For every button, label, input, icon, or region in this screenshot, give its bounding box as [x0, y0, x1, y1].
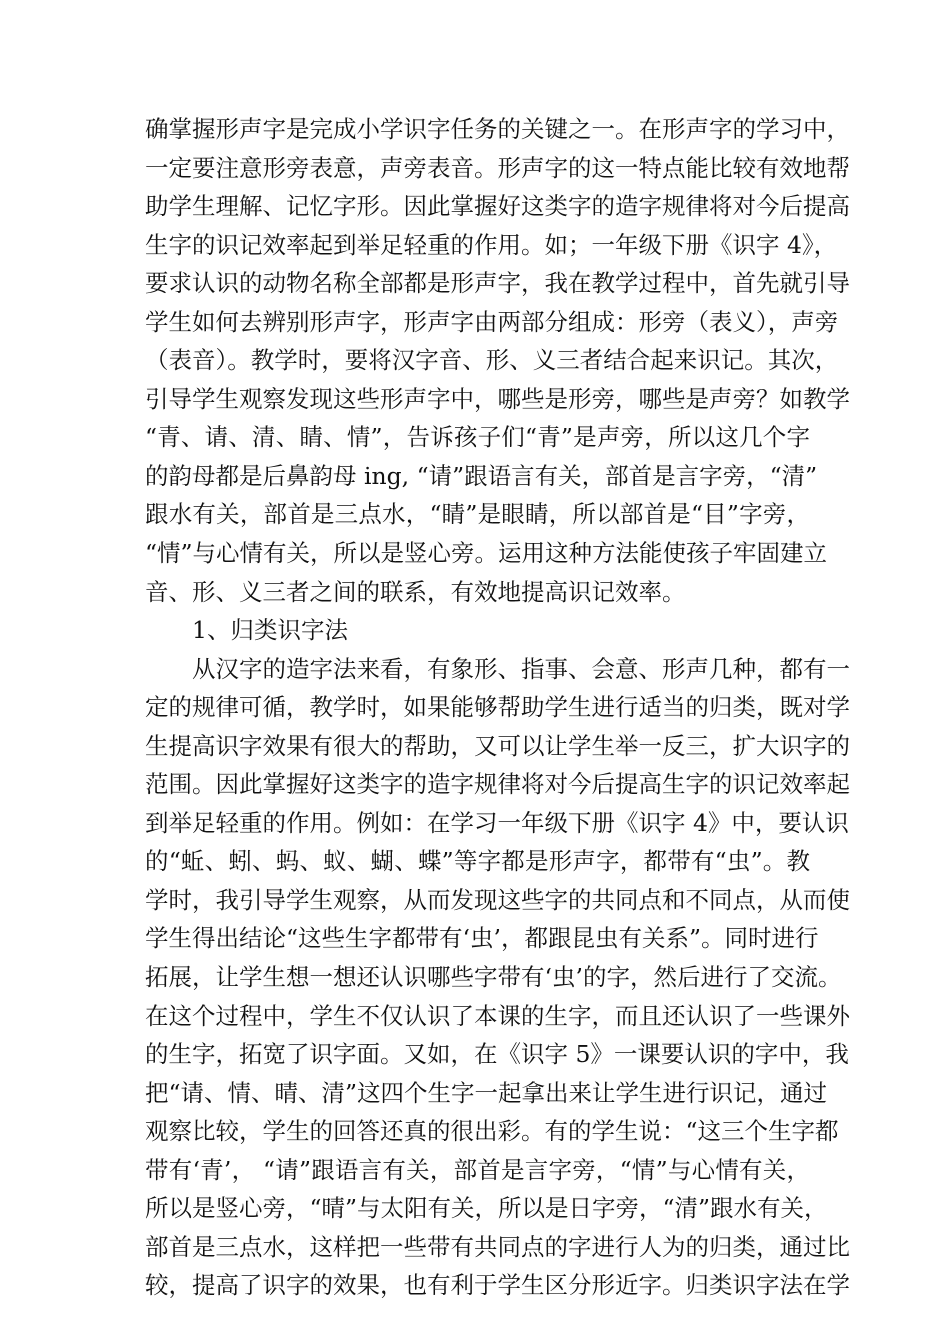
text-line: 范围。因此掌握好这类字的造字规律将对今后提高生字的识记效率起 — [145, 770, 850, 799]
text-line: 部首是三点水，这样把一些带有共同点的字进行人为的归类，通过比 — [145, 1232, 850, 1261]
text-line: 助学生理解、记忆字形。因此掌握好这类字的造字规律将对今后提高 — [145, 192, 850, 221]
text-line: 把“请、情、晴、清”这四个生字一起拿出来让学生进行识记，通过 — [145, 1078, 828, 1107]
text-line: 的“蚯、蚓、蚂、蚁、蝴、蝶”等字都是形声字，都带有“虫”。教 — [145, 847, 810, 876]
text-line: 生字的识记效率起到举足轻重的作用。如；一年级下册《识字 4》， — [145, 230, 838, 259]
text-line: 的韵母都是后鼻韵母 ing, “请”跟语言有关，部首是言字旁，“清” — [145, 461, 818, 490]
text-line: 较，提高了识字的效果，也有利于学生区分形近字。归类识字法在学 — [145, 1271, 850, 1300]
text-line: 跟水有关，部首是三点水，“睛”是眼睛，所以部首是“目”字旁， — [145, 500, 810, 529]
text-line: 定的规律可循，教学时，如果能够帮助学生进行适当的归类，既对学 — [145, 693, 850, 722]
text-line: 一定要注意形旁表意，声旁表音。形声字的这一特点能比较有效地帮 — [145, 153, 850, 182]
text-line: 拓展，让学生想一想还认识哪些字带有‘虫’的字，然后进行了交流。 — [145, 963, 842, 992]
section-heading: 1、归类识字法 — [192, 616, 348, 645]
text-line: 引导学生观察发现这些形声字中，哪些是形旁，哪些是声旁？如教学 — [145, 384, 850, 413]
text-line: 学生得出结论“这些生字都带有‘虫’，都跟昆虫有关系”。同时进行 — [145, 924, 819, 953]
text-line: 学生如何去辨别形声字，形声字由两部分组成：形旁（表义），声旁 — [145, 307, 839, 336]
text-line: 学时，我引导学生观察，从而发现这些字的共同点和不同点，从而使 — [145, 885, 850, 914]
text-line: 所以是竖心旁，“晴”与太阳有关，所以是日字旁，“清”跟水有关， — [145, 1194, 828, 1223]
text-line: 音、形、义三者之间的联系，有效地提高识记效率。 — [145, 577, 686, 606]
text-line: 在这个过程中，学生不仅认识了本课的生字，而且还认识了一些课外 — [145, 1001, 850, 1030]
text-line: 确掌握形声字是完成小学识字任务的关键之一。在形声字的学习中， — [145, 115, 850, 143]
text-line: 要求认识的动物名称全部都是形声字，我在教学过程中，首先就引导 — [145, 269, 850, 298]
text-line: 的生字，拓宽了识字面。又如，在《识字 5》一课要认识的字中，我 — [145, 1040, 849, 1069]
text-line: 到举足轻重的作用。例如：在学习一年级下册《识字 4》中，要认识 — [145, 808, 849, 837]
text-line: 观察比较，学生的回答还真的很出彩。有的学生说：“这三个生字都 — [145, 1117, 839, 1146]
text-line: 从汉字的造字法来看，有象形、指事、会意、形声几种，都有一 — [192, 654, 850, 683]
text-line: “情”与心情有关，所以是竖心旁。运用这种方法能使孩子牢固建立 — [145, 539, 828, 568]
text-line: 带有‘青’， “请”跟语言有关，部首是言字旁，“情”与心情有关， — [145, 1155, 810, 1184]
body-text — [145, 110, 850, 1305]
text-line: “青、请、清、睛、情”，告诉孩子们“青”是声旁，所以这几个字 — [145, 423, 810, 452]
text-line: 生提高识字效果有很大的帮助，又可以让学生举一反三，扩大识字的 — [145, 731, 850, 760]
text-line: （表音）。教学时，要将汉字音、形、义三者结合起来识记。其次， — [145, 346, 839, 375]
